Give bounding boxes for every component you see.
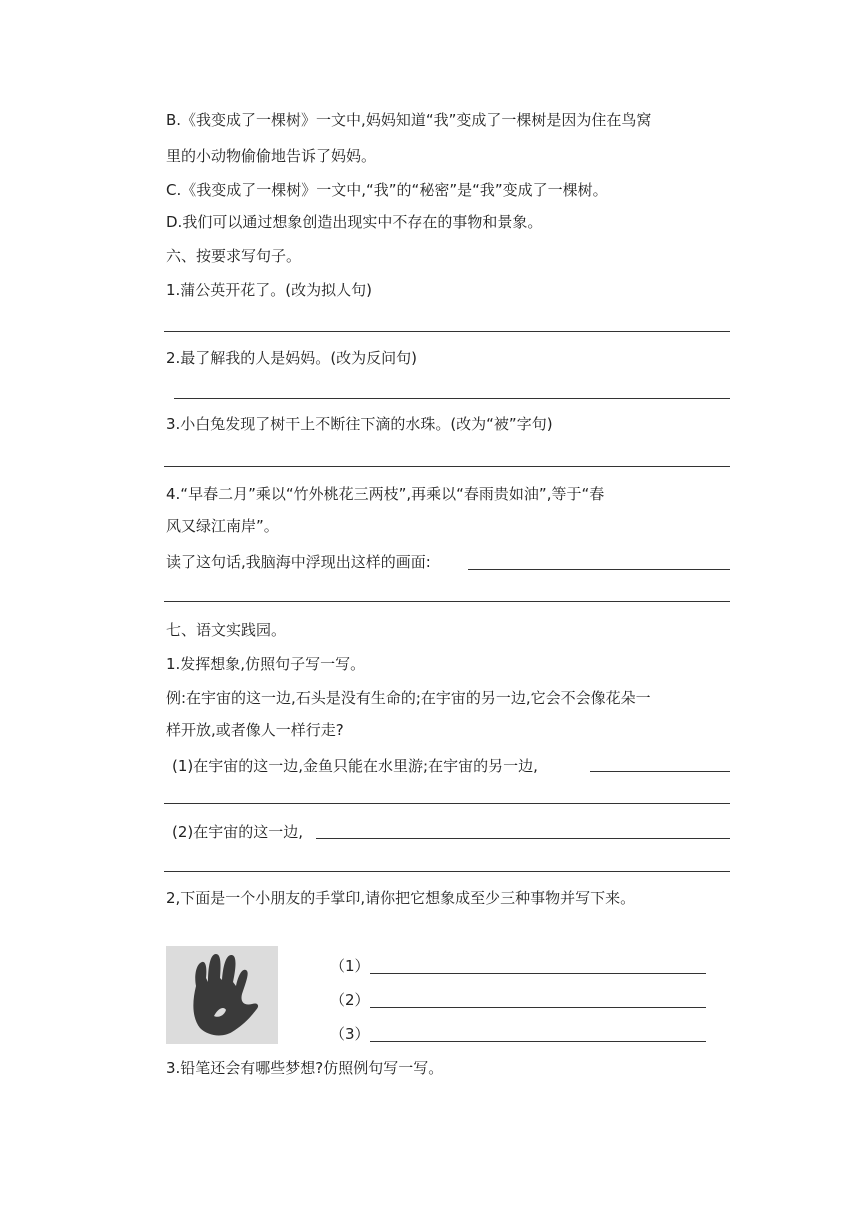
option-b-line1: B.《我变成了一棵树》一文中,妈妈知道“我”变成了一棵树是因为住在鸟窝 <box>166 111 652 129</box>
section7-heading: 七、语文实践园。 <box>166 621 287 639</box>
question-6-3: 3.小白兔发现了树干上不断往下滴的水珠。(改为“被”字句) <box>166 415 553 433</box>
question-6-4-line1: 4.“早春二月”乘以“竹外桃花三两枝”,再乘以“春雨贵如油”,等于“春 <box>166 485 605 503</box>
answer-line-7-2-1[interactable] <box>370 973 706 974</box>
question-6-1: 1.蒲公英开花了。(改为拟人句) <box>166 281 373 299</box>
item-7-1-1: (1)在宇宙的这一边,金鱼只能在水里游;在宇宙的另一边, <box>172 757 538 775</box>
question-6-4-prompt: 读了这句话,我脑海中浮现出这样的画面: <box>166 553 431 571</box>
answer-line-7-1-2b[interactable] <box>164 871 730 872</box>
answer-line-6-2[interactable] <box>174 398 730 399</box>
item-7-1-2: (2)在宇宙的这一边, <box>172 823 304 841</box>
question-6-2: 2.最了解我的人是妈妈。(改为反问句) <box>166 349 418 367</box>
answer-label-3: （3） <box>330 1025 370 1043</box>
section6-heading: 六、按要求写句子。 <box>166 247 302 265</box>
option-d: D.我们可以通过想象创造出现实中不存在的事物和景象。 <box>166 213 543 231</box>
answer-line-7-1-1a[interactable] <box>590 771 730 772</box>
example-line1: 例:在宇宙的这一边,石头是没有生命的;在宇宙的另一边,它会不会像花朵一 <box>166 689 651 707</box>
answer-line-6-1[interactable] <box>164 331 730 332</box>
answer-line-7-1-1b[interactable] <box>164 803 730 804</box>
question-7-1: 1.发挥想象,仿照句子写一写。 <box>166 655 366 673</box>
answer-line-6-4b[interactable] <box>164 601 730 602</box>
question-6-4-line2: 风又绿江南岸”。 <box>166 517 279 535</box>
answer-line-6-4a[interactable] <box>468 569 730 570</box>
option-c: C.《我变成了一棵树》一文中,“我”的“秘密”是“我”变成了一棵树。 <box>166 181 608 199</box>
answer-line-7-2-3[interactable] <box>370 1041 706 1042</box>
example-line2: 样开放,或者像人一样行走? <box>166 721 344 739</box>
answer-line-7-1-2a[interactable] <box>316 838 730 839</box>
handprint-image <box>166 946 278 1044</box>
answer-line-7-2-2[interactable] <box>370 1007 706 1008</box>
question-7-3: 3.铅笔还会有哪些梦想?仿照例句写一写。 <box>166 1059 444 1077</box>
answer-label-1: （1） <box>330 957 370 975</box>
answer-line-6-3[interactable] <box>164 466 730 467</box>
option-b-line2: 里的小动物偷偷地告诉了妈妈。 <box>166 147 377 165</box>
question-7-2: 2,下面是一个小朋友的手掌印,请你把它想象成至少三种事物并写下来。 <box>166 889 636 907</box>
handprint-icon <box>166 946 278 1044</box>
answer-label-2: （2） <box>330 991 370 1009</box>
